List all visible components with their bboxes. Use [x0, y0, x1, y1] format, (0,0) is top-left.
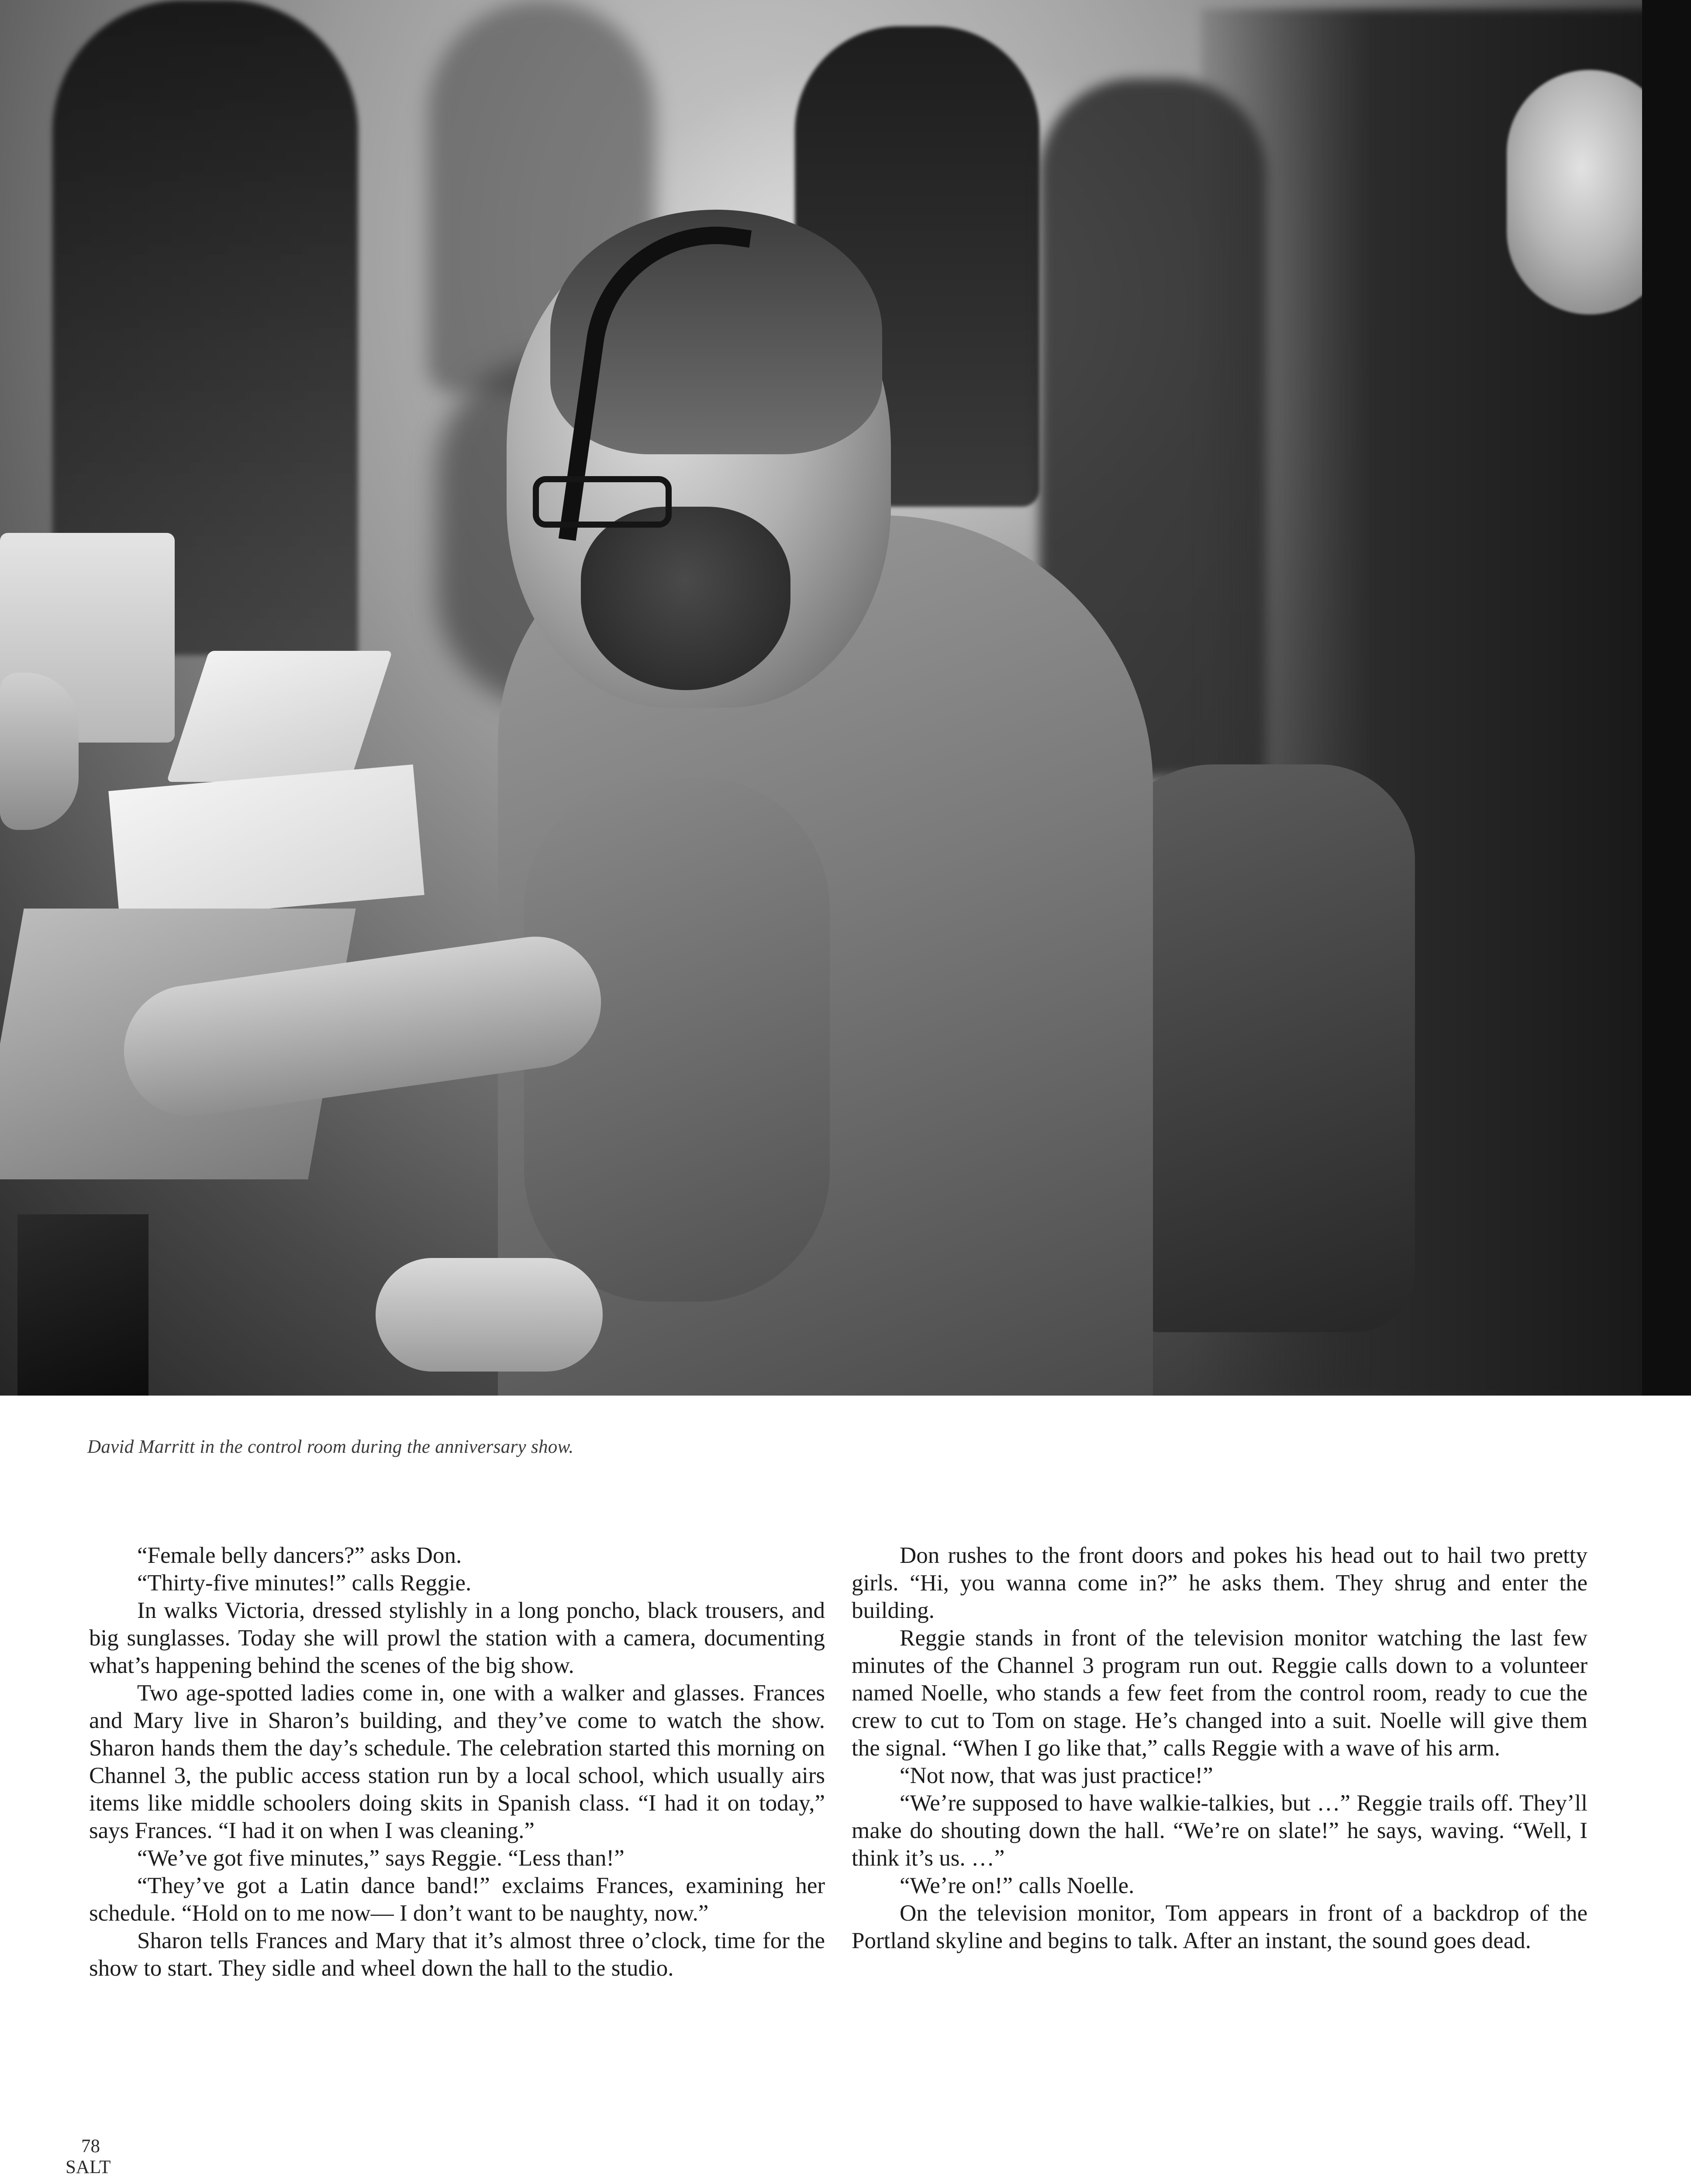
monitor-stand	[0, 673, 79, 830]
clipboard-papers	[108, 764, 424, 922]
eyeglasses	[533, 476, 672, 528]
paragraph: “We’ve got five minutes,” says Reggie. “Less than!”	[137, 1845, 625, 1871]
paragraph: Two age-spotted ladies come in, one with a walker and glasses. Frances and Mary live in Sharon’s building, and they’ve come to watch the show. Sharon hands them the day’s schedule. The celebration started this morning on Channel 3, the public access station run by a local school, which usually airs items like middle schoolers doing skits in Spanish class. “I had it on today,” says Frances. “I had it on when I was cleaning.”	[89, 1680, 825, 1843]
page-folio	[66, 2136, 111, 2178]
paragraph: Reggie stands in front of the television monitor watching the last few minutes of the Channel 3 program run out. Reggie calls down to a volunteer named Noelle, who stands a few feet from the control room, ready to cue the crew to cut to Tom on stage. He’s changed into a suit. Noelle will give them the signal. “When I go like that,” calls Reggie with a wave of his arm.	[852, 1625, 1587, 1761]
paragraph: “We’re supposed to have walkie-talkies, but …” Reggie trails off. They’ll make do shouting down the hall. “We’re on slate!” he says, waving. “Well, I think it’s us. …”	[852, 1790, 1587, 1871]
paragraph: “We’re on!” calls Noelle.	[900, 1873, 1135, 1898]
publication-name: SALT	[66, 2157, 111, 2177]
page-number: 78	[81, 2136, 100, 2156]
paragraph: “Thirty-five minutes!” calls Reggie.	[137, 1570, 472, 1596]
keyboard	[166, 651, 392, 782]
photo-caption: David Marritt in the control room during the anniversary show.	[87, 1437, 574, 1457]
paragraph: Sharon tells Frances and Mary that it’s almost three o’clock, time for the show to start. They sidle and wheel down the hall to the studio.	[89, 1928, 825, 1981]
paragraph: “Female belly dancers?” asks Don.	[137, 1543, 462, 1568]
right-text-column	[852, 1542, 1587, 1955]
paragraph: Don rushes to the front doors and pokes his head out to hail two pretty girls. “Hi, you wanna come in?” he asks them. They shrug and enter the building.	[852, 1543, 1587, 1623]
man-hand	[376, 1258, 603, 1372]
paragraph: In walks Victoria, dressed stylishly in a long poncho, black trousers, and big sunglasses. Today she will prowl the station with a camera, documenting what’s happening behind the scenes of the big show.	[89, 1598, 825, 1678]
console-pad	[17, 1214, 148, 1396]
paragraph: “They’ve got a Latin dance band!” exclaims Frances, examining her schedule. “Hold on to me now— I don’t want to be naughty, now.”	[89, 1873, 825, 1926]
paragraph: On the television monitor, Tom appears in front of a backdrop of the Portland skyline and begins to talk. After an instant, the sound goes dead.	[852, 1901, 1587, 1953]
paragraph: “Not now, that was just practice!”	[900, 1763, 1213, 1788]
photo-dark-edge	[1642, 0, 1691, 1396]
left-text-column	[89, 1542, 825, 1982]
